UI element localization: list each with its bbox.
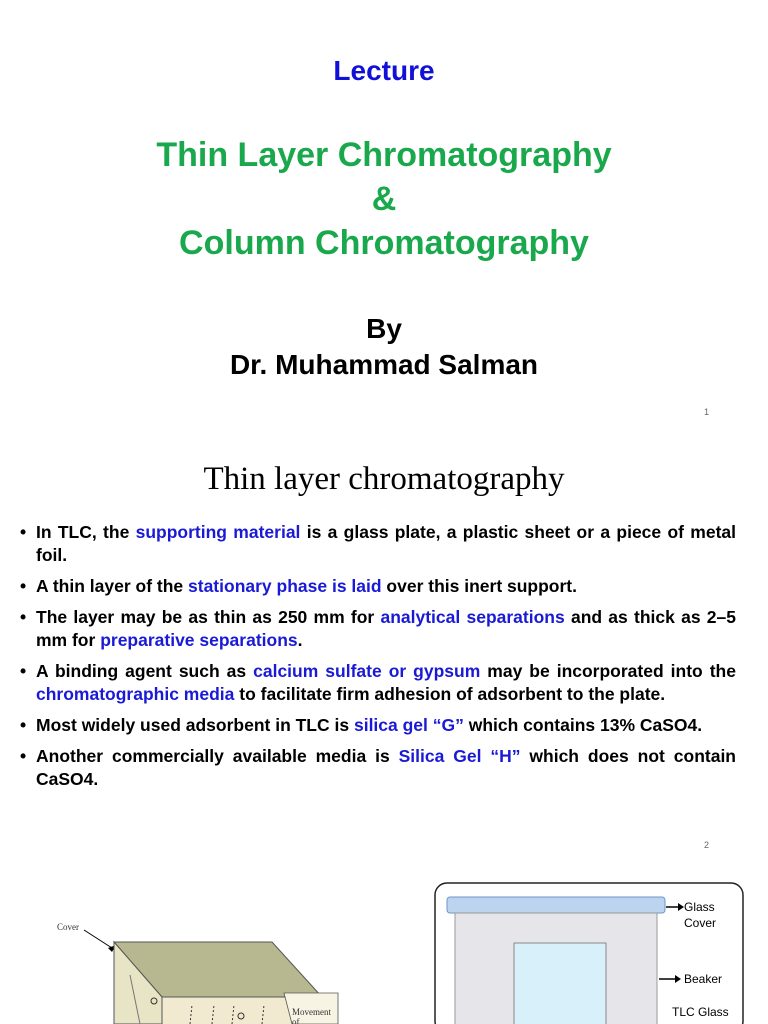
- highlight-text: calcium sulfate or gypsum: [253, 661, 481, 681]
- bullet-item: [20, 714, 736, 737]
- highlight-text: silica gel “G”: [353, 715, 464, 735]
- highlight-text: Silica Gel “H”: [398, 746, 521, 766]
- highlight-text: supporting material: [135, 522, 301, 542]
- tlc-glass-label: TLC Glass: [672, 1005, 729, 1019]
- beaker-label: Beaker: [684, 972, 723, 986]
- title-line-1: Thin Layer Chromatography: [156, 136, 612, 174]
- page-number: 1: [704, 407, 710, 417]
- bullet-list: [20, 521, 736, 799]
- bullet-dot: •: [20, 661, 27, 681]
- bullet-text: and as thick as 2–5 mm for: [36, 607, 736, 650]
- glass-cover: [447, 897, 665, 913]
- lecture-label: Lecture: [333, 55, 435, 86]
- tlc-plate: [514, 943, 606, 1024]
- bullet-text: A thin layer of the: [36, 576, 189, 596]
- page-number: 2: [704, 840, 710, 850]
- highlight-text: preparative separations: [100, 630, 298, 650]
- movement-of-label: of: [292, 1017, 300, 1024]
- glass-label: Glass: [684, 900, 715, 914]
- bullet-text: Most widely used adsorbent in TLC is: [36, 715, 354, 735]
- tlc-diagrams: [0, 855, 768, 1024]
- bullet-text: Another commercially available media is: [36, 746, 399, 766]
- tlc-tank-sketch: [57, 922, 338, 1024]
- bullet-text: over this inert support.: [381, 576, 578, 596]
- bullet-dot: •: [20, 576, 27, 596]
- title-line-2: &: [371, 180, 397, 218]
- beaker-diagram: [435, 883, 743, 1024]
- bullet-dot: •: [20, 715, 27, 735]
- bullet-text: In TLC, the: [36, 522, 136, 542]
- slide-heading: Thin layer chromatography: [203, 461, 565, 497]
- highlight-text: stationary phase is laid: [188, 576, 382, 596]
- cover-label: Cover: [57, 922, 79, 932]
- author-name: Dr. Muhammad Salman: [229, 349, 539, 380]
- bullet-item: [20, 521, 736, 567]
- by-label: By: [366, 313, 402, 344]
- bullet-item: [20, 660, 736, 706]
- cover-label-right: Cover: [684, 916, 717, 930]
- bullet-text: is a glass plate, a plastic sheet or a piece of metal foil.: [36, 522, 736, 565]
- bullet-item: [20, 575, 736, 598]
- bullet-text: A binding agent such as: [36, 661, 254, 681]
- title-line-3: Column Chromatography: [179, 224, 589, 262]
- bullet-item: [20, 745, 736, 791]
- highlight-text: chromatographic media: [36, 684, 235, 704]
- bullet-text: which does not contain CaSO4.: [36, 746, 736, 789]
- bullet-item: [20, 606, 736, 652]
- tlc-slide: [0, 425, 768, 855]
- bullet-text: to facilitate firm adhesion of adsorbent to the plate.: [234, 684, 666, 704]
- movement-label: Movement: [292, 1007, 331, 1017]
- bullet-dot: •: [20, 746, 27, 766]
- bullet-text: which contains 13% CaSO4.: [463, 715, 703, 735]
- title-slide: [0, 0, 768, 425]
- bullet-text: may be incorporated into the: [480, 661, 736, 681]
- bullet-dot: •: [20, 607, 27, 627]
- bullet-text: .: [297, 630, 303, 650]
- highlight-text: analytical separations: [380, 607, 565, 627]
- bullet-text: The layer may be as thin as 250 mm for: [36, 607, 381, 627]
- diagram-slide: [0, 855, 768, 1024]
- bullet-dot: •: [20, 522, 27, 542]
